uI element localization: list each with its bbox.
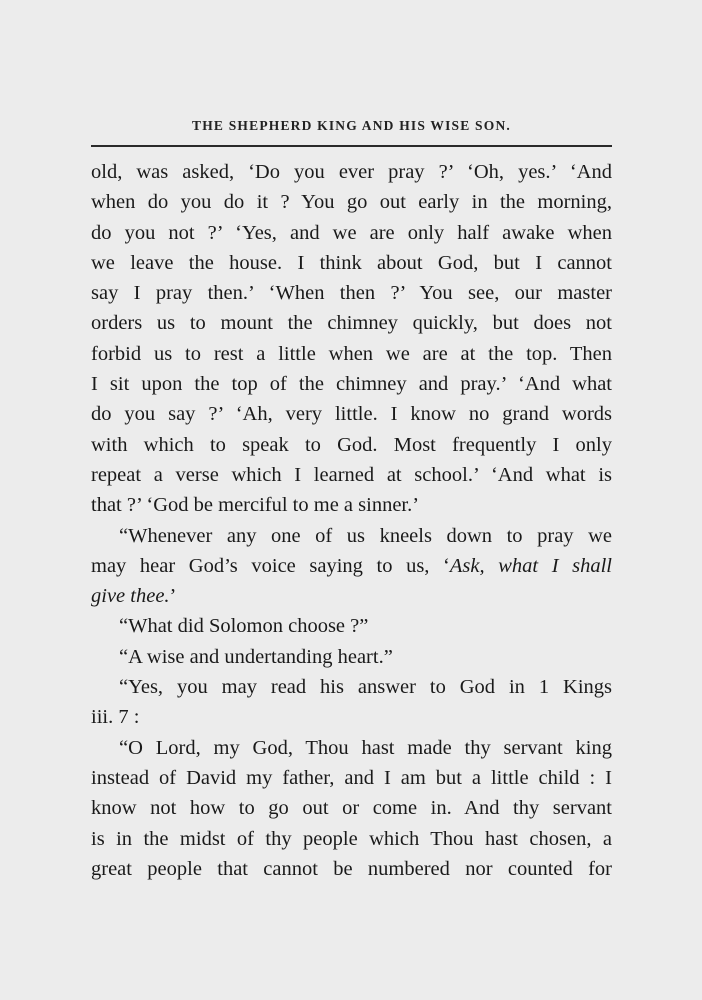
text-line: we leave the house. I think about God, but I cannot [91, 251, 612, 274]
text-line: that ?’ ‘God be merciful to me a sinner.’ [91, 494, 420, 517]
text-line: when do you do it ? You go out early in the morning, [91, 191, 612, 214]
header-rule [91, 145, 612, 147]
text-line: great people that cannot be numbered nor counted for [91, 857, 612, 880]
text-line: orders us to mount the chimney quickly, but does not [91, 312, 612, 335]
text-line: iii. 7 : [91, 706, 140, 729]
text-line: do you say ?’ ‘Ah, very little. I know no grand words [91, 403, 612, 426]
text-line: I sit upon the top of the chimney and pray.’ ‘And what [91, 373, 612, 396]
text-line-mixed [91, 581, 612, 611]
text-line: repeat a verse which I learned at school.’ ‘And what is [91, 463, 612, 486]
text-line: “O Lord, my God, Thou hast made thy servant king [119, 736, 612, 759]
text-segment: ’ [169, 585, 177, 608]
text-line: know not how to go out or come in. And thy servant [91, 797, 612, 820]
text-line: “Yes, you may read his answer to God in 1 Kings [119, 676, 612, 699]
text-line: instead of David my father, and I am but a little child : I [91, 766, 612, 789]
text-line: do you not ?’ ‘Yes, and we are only half awake when [91, 221, 612, 244]
page-body [91, 157, 612, 884]
italic-segment: Ask, what I shall [449, 554, 612, 577]
italic-segment: give thee. [91, 585, 170, 608]
running-header: THE SHEPHERD KING AND HIS WISE SON. [192, 118, 511, 133]
text-line: “Whenever any one of us kneels down to pray we [119, 524, 612, 547]
text-line: is in the midst of thy people which Thou hast chosen, a [91, 827, 612, 850]
text-line: with which to speak to God. Most frequently I only [91, 433, 612, 456]
text-segment: may hear God’s voice saying to us, ‘ [91, 554, 450, 577]
text-line: say I pray then.’ ‘When then ?’ You see, our master [91, 282, 612, 305]
text-line: “A wise and undertanding heart.” [119, 645, 393, 668]
text-line: “What did Solomon choose ?” [119, 615, 369, 638]
text-line-mixed [91, 551, 612, 581]
text-line: forbid us to rest a little when we are at the top. Then [91, 342, 612, 365]
text-line: old, was asked, ‘Do you ever pray ?’ ‘Oh, yes.’ ‘And [91, 161, 612, 183]
